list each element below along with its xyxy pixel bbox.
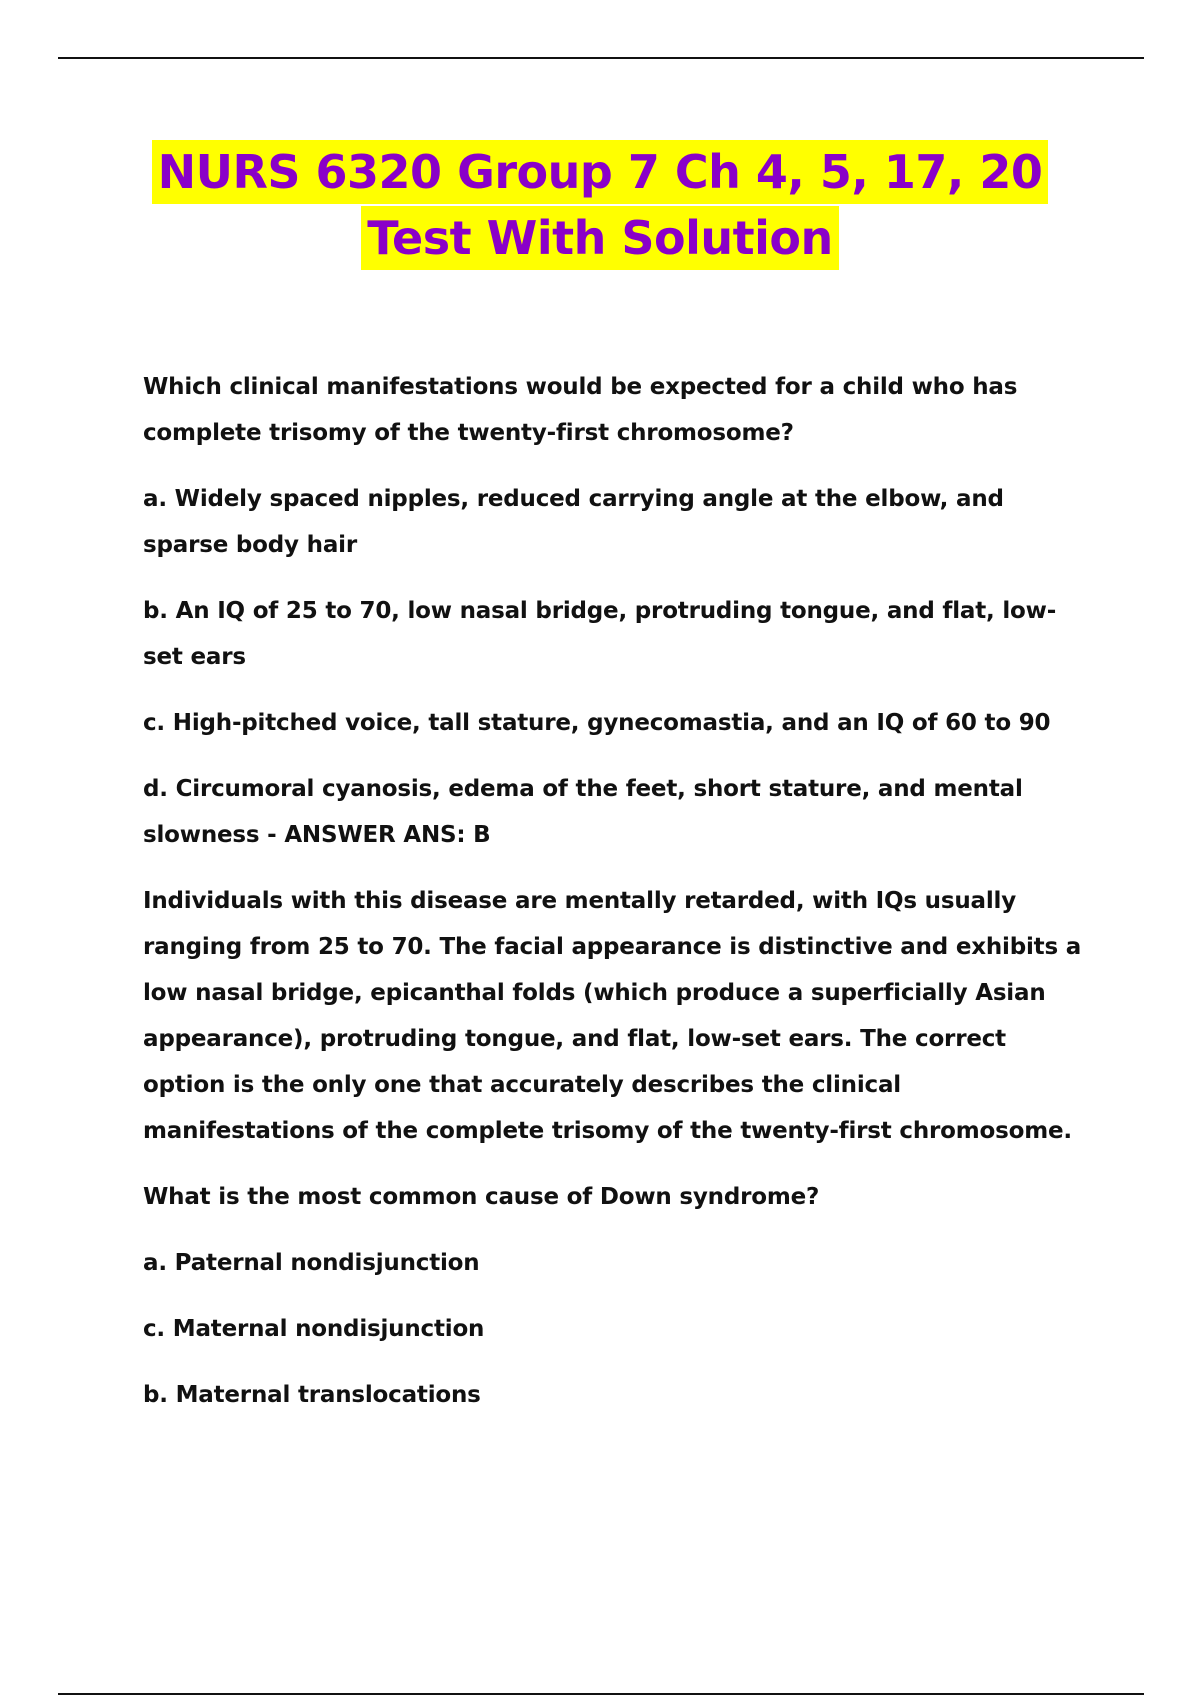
bottom-rule (58, 1693, 1144, 1695)
question-2-option-2: c. Maternal nondisjunction (143, 1316, 485, 1342)
document-title (0, 140, 1200, 270)
question-1-option-a: a. Widely spaced nipples, reduced carrying angle at the elbow, and sparse body hair (143, 486, 1004, 558)
title-line-1: NURS 6320 Group 7 Ch 4, 5, 17, 20 (152, 140, 1049, 204)
document-body (143, 364, 1093, 1438)
question-1-option-b: b. An IQ of 25 to 70, low nasal bridge, protruding tongue, and flat, low-set ears (143, 598, 1057, 670)
top-rule (58, 57, 1144, 59)
question-2-text: What is the most common cause of Down syndrome? (143, 1184, 820, 1210)
title-line-2: Test With Solution (361, 206, 838, 270)
question-2-option-1: a. Paternal nondisjunction (143, 1250, 480, 1276)
question-1-option-c: c. High-pitched voice, tall stature, gynecomastia, and an IQ of 60 to 90 (143, 710, 1051, 736)
question-2-option-3: b. Maternal translocations (143, 1382, 481, 1408)
question-1-option-d-answer: d. Circumoral cyanosis, edema of the feet, short stature, and mental slowness - ANSWER ANS: B (143, 776, 1023, 848)
question-1-text: Which clinical manifestations would be expected for a child who has complete trisomy of the twenty-first chromosome? (143, 374, 1018, 446)
question-1-rationale: Individuals with this disease are mentally retarded, with IQs usually ranging from 25 to 70. The facial appearance is distinctive and exhibits a low nasal bridge, epicanthal folds (which produce a superficially Asian appearance), protruding tongue, and flat, low-set ears. The correct option is the only one that accurately describes the clinical manifestations of the complete trisomy of the twenty-first chromosome. (143, 888, 1082, 1144)
